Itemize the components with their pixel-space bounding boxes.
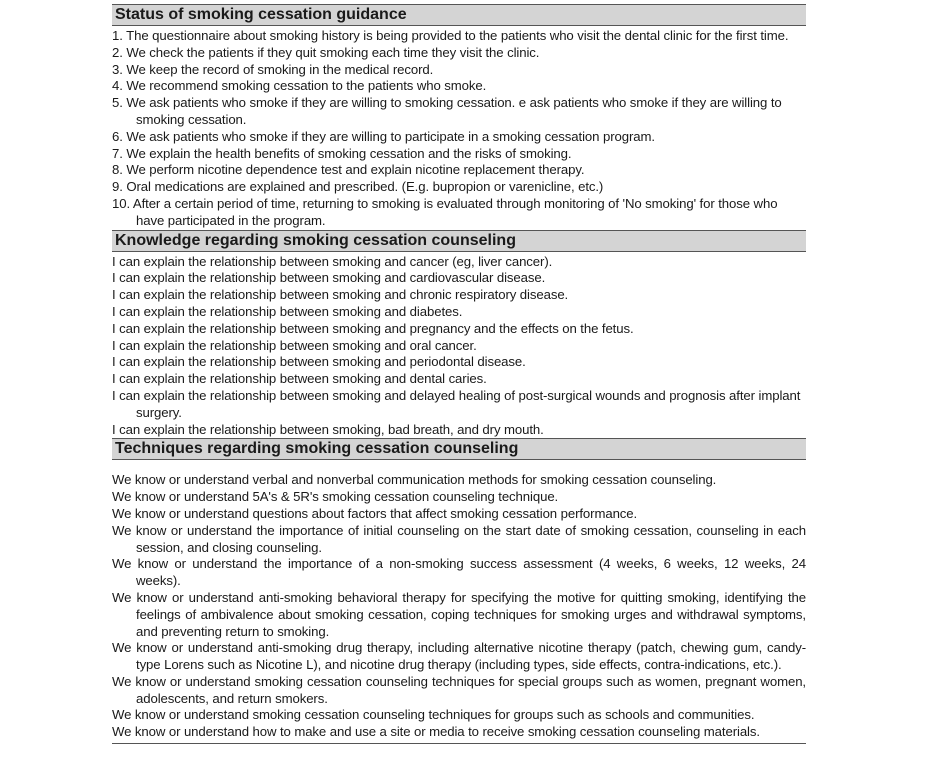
list-item: I can explain the relationship between smoking and diabetes. bbox=[112, 303, 463, 319]
section-body-status bbox=[112, 26, 806, 230]
list-item: We know or understand questions about factors that affect smoking cessation performance. bbox=[112, 505, 638, 521]
bottom-rule bbox=[112, 743, 806, 744]
list-item: I can explain the relationship between smoking and pregnancy and the effects on the fetus. bbox=[112, 320, 634, 336]
list-item: We know or understand anti-smoking drug therapy, including alternative nicotine therapy (patch, chewing gum, candy-type Lorens such as Nicotine L), and nicotine drug therapy (including types, side effects, contra-indications, etc.). bbox=[112, 640, 806, 673]
document-table bbox=[112, 4, 806, 744]
list-item: I can explain the relationship between smoking and dental caries. bbox=[112, 371, 487, 387]
list-item: I can explain the relationship between smoking and delayed healing of post-surgical wounds and prognosis after implant surgery. bbox=[112, 387, 801, 420]
list-item: 6. We ask patients who smoke if they are willing to participate in a smoking cessation program. bbox=[112, 128, 655, 144]
list-item: We know or understand verbal and nonverbal communication methods for smoking cessation counseling. bbox=[112, 472, 717, 488]
list-item: We know or understand smoking cessation counseling techniques for groups such as schools and communities. bbox=[112, 707, 755, 723]
section-header-techniques: Techniques regarding smoking cessation counseling bbox=[112, 438, 806, 460]
section-header-status: Status of smoking cessation guidance bbox=[112, 4, 806, 26]
section-body-knowledge bbox=[112, 252, 806, 439]
list-item: I can explain the relationship between smoking and cancer (eg, liver cancer). bbox=[112, 253, 553, 269]
list-item: 2. We check the patients if they quit smoking each time they visit the clinic. bbox=[112, 44, 540, 60]
list-item: I can explain the relationship between smoking and chronic respiratory disease. bbox=[112, 287, 569, 303]
section-header-knowledge: Knowledge regarding smoking cessation counseling bbox=[112, 230, 806, 252]
list-item: I can explain the relationship between smoking, bad breath, and dry mouth. bbox=[112, 421, 544, 437]
list-item: We know or understand how to make and use a site or media to receive smoking cessation counseling materials. bbox=[112, 724, 760, 740]
list-item: We know or understand 5A's & 5R's smoking cessation counseling technique. bbox=[112, 489, 559, 505]
list-item: We know or understand the importance of initial counseling on the start date of smoking cessation, counseling in each session, and closing counseling. bbox=[112, 522, 806, 555]
list-item: I can explain the relationship between smoking and oral cancer. bbox=[112, 337, 477, 353]
list-item: 9. Oral medications are explained and prescribed. (E.g. bupropion or varenicline, etc.) bbox=[112, 179, 604, 195]
list-item: We know or understand smoking cessation counseling techniques for special groups such as women, pregnant women, adolescents, and return smokers. bbox=[112, 673, 806, 706]
list-item: 10. After a certain period of time, returning to smoking is evaluated through monitoring of 'No smoking' for those who have participated in the program. bbox=[112, 195, 778, 228]
list-item: 1. The questionnaire about smoking history is being provided to the patients who visit the dental clinic for the first time. bbox=[112, 28, 789, 43]
list-item: 3. We keep the record of smoking in the medical record. bbox=[112, 61, 434, 77]
list-item: We know or understand the importance of a non-smoking success assessment (4 weeks, 6 weeks, 12 weeks, 24 weeks). bbox=[112, 556, 806, 589]
list-item: We know or understand anti-smoking behavioral therapy for specifying the motive for quitting smoking, identifying the feelings of ambivalence about smoking cessation, coping techniques for smoking urges and withdrawal symptoms, and preventing return to smoking. bbox=[112, 589, 806, 639]
list-item: 5. We ask patients who smoke if they are willing to smoking cessation. e ask patients who smoke if they are willing to smoking cessation. bbox=[112, 95, 782, 127]
list-item: I can explain the relationship between smoking and cardiovascular disease. bbox=[112, 270, 546, 286]
list-item: 4. We recommend smoking cessation to the patients who smoke. bbox=[112, 78, 487, 94]
list-item: 7. We explain the health benefits of smoking cessation and the risks of smoking. bbox=[112, 145, 572, 161]
list-item: I can explain the relationship between smoking and periodontal disease. bbox=[112, 354, 526, 370]
section-body-techniques bbox=[112, 470, 806, 741]
list-item: 8. We perform nicotine dependence test and explain nicotine replacement therapy. bbox=[112, 162, 585, 178]
